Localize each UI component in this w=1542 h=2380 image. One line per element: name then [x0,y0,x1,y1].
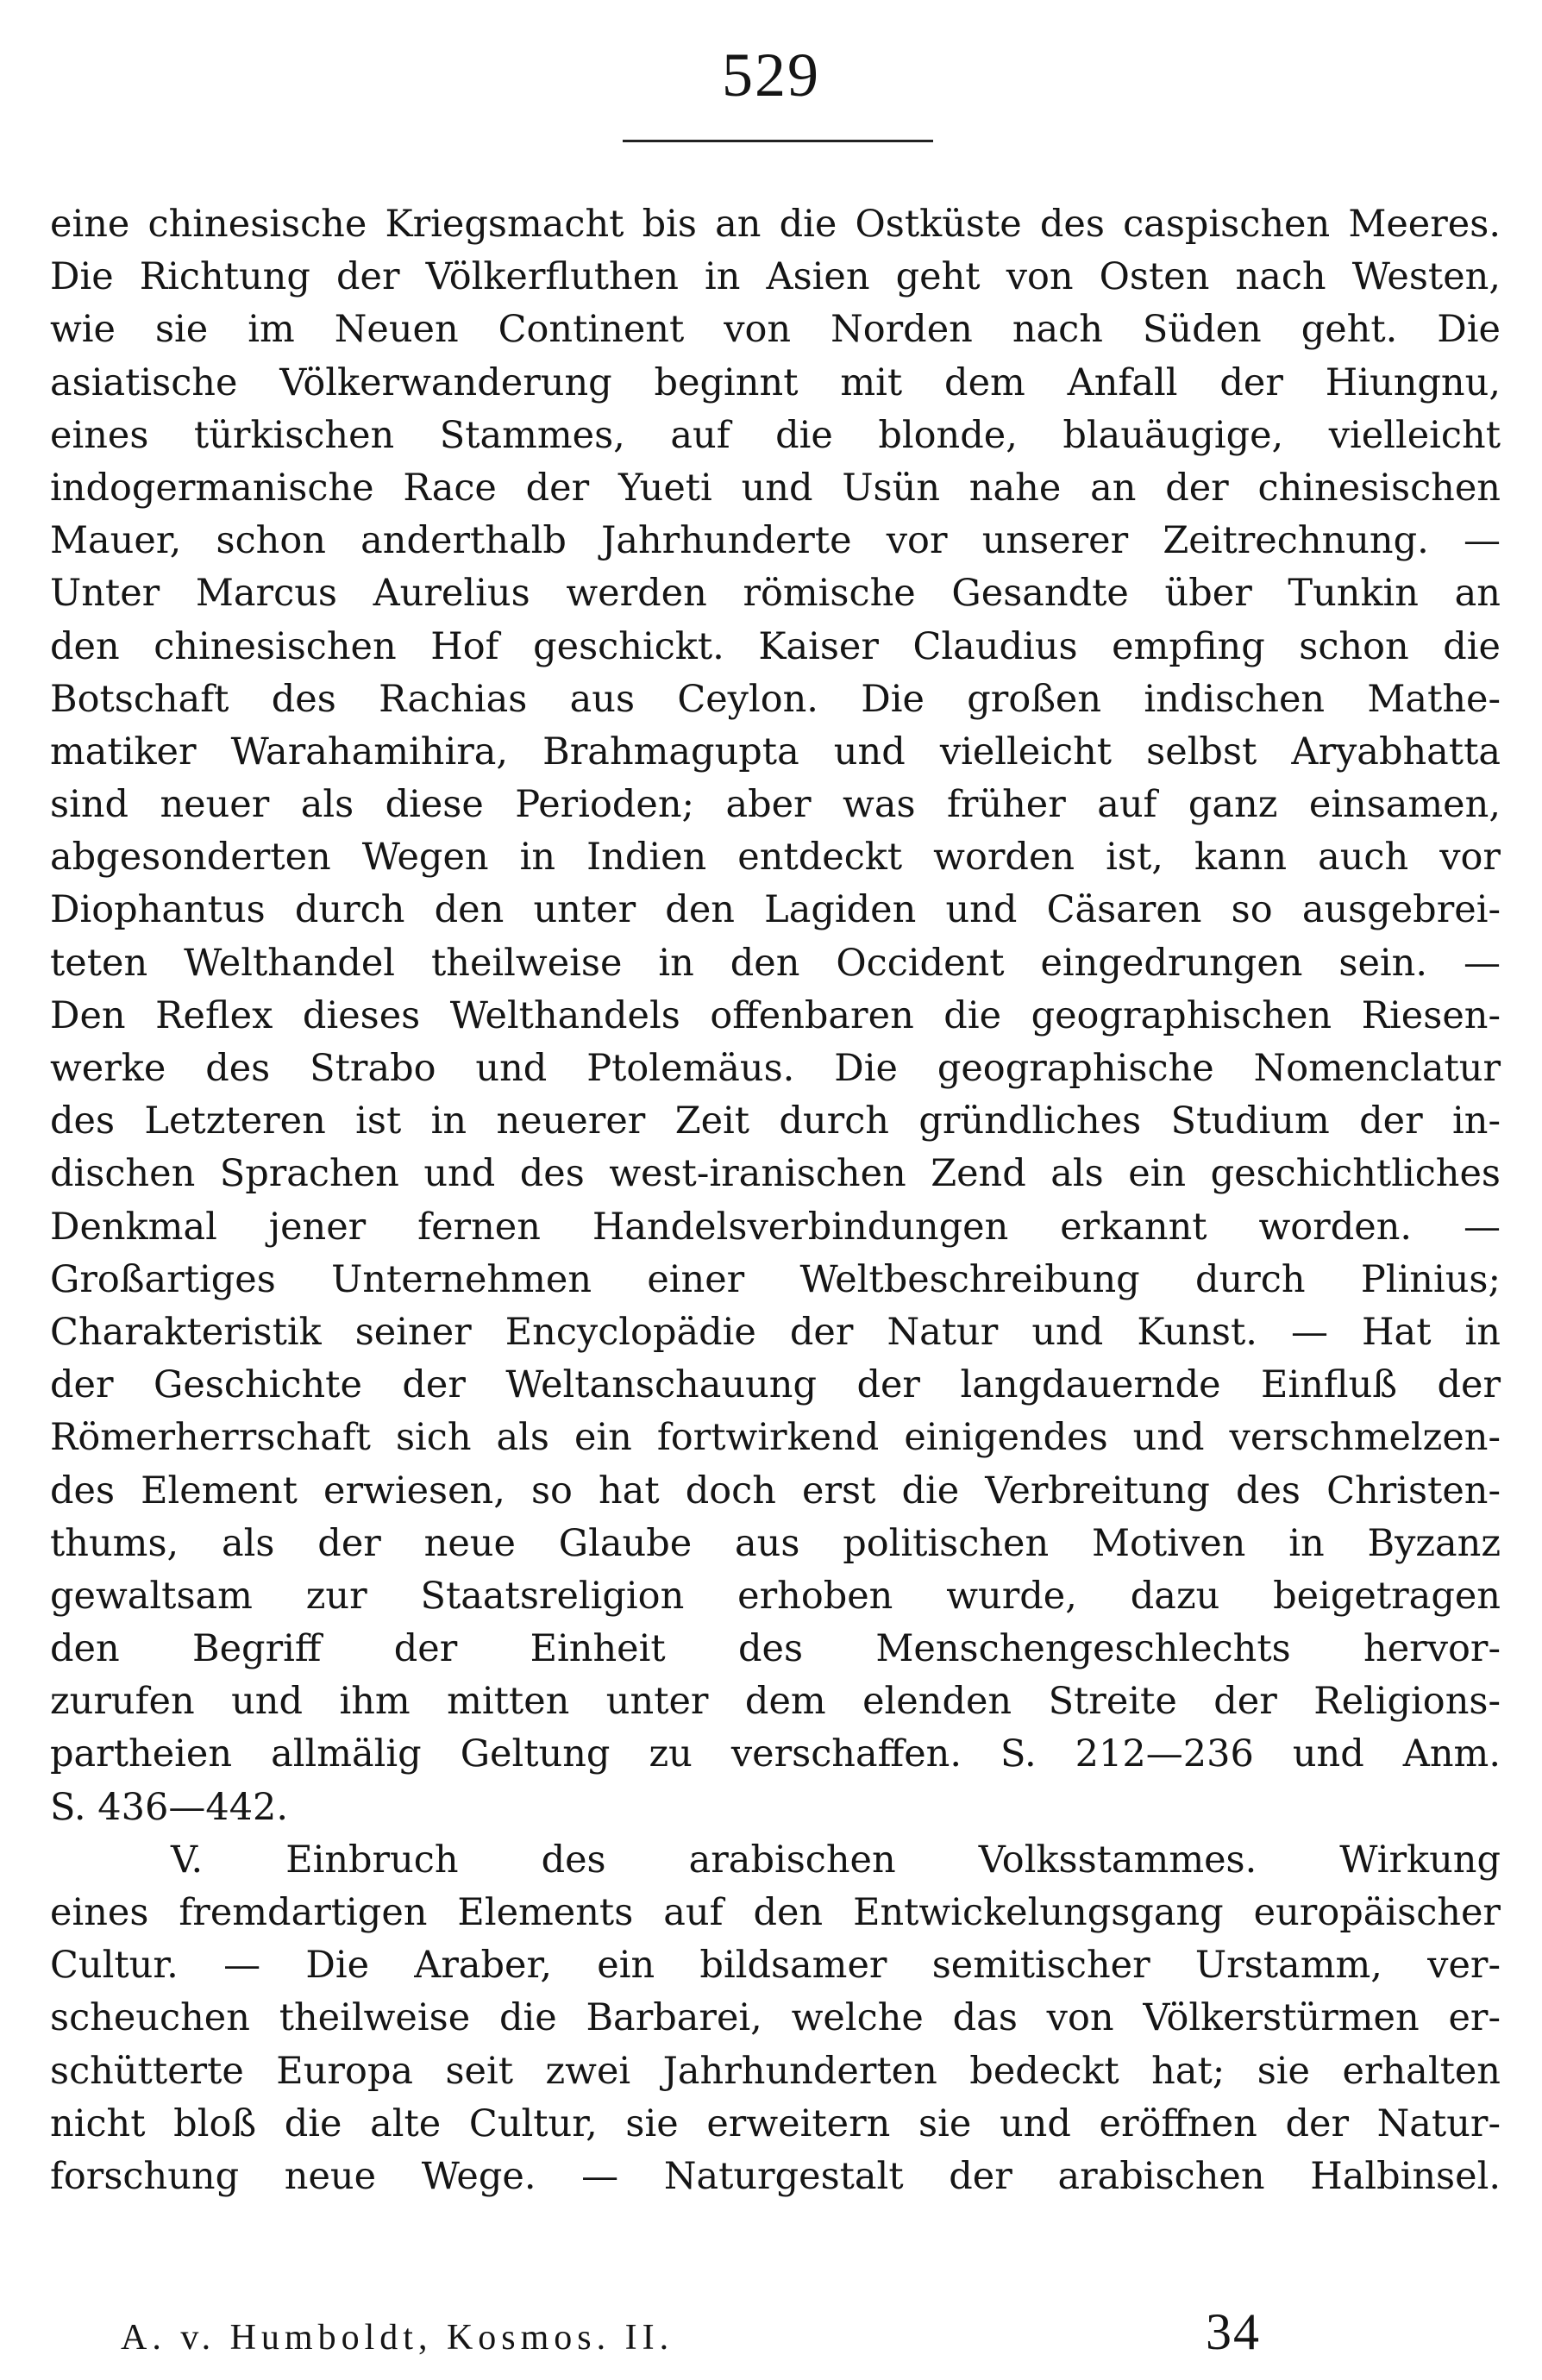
sheet-number: 34 [1206,2303,1261,2360]
text-line: eines fremdartigen Elements auf den Entwickelungsgang europäischer [50,1891,1501,1934]
text-line: des Element erwiesen, so hat doch erst die Verbreitung des Christen- [50,1469,1501,1513]
text-line: nicht bloß die alte Cultur, sie erweitern sie und eröffnen der Natur- [50,2101,1501,2145]
text-line: matiker Warahamihira, Brahmagupta und vielleicht selbst Aryabhatta [50,730,1501,774]
text-line: forschung neue Wege. — Naturgestalt der arabischen Halbinsel. [50,2154,1501,2198]
body-text [50,198,1501,2203]
text-line: zurufen und ihm mitten unter dem elenden Streite der Religions- [50,1680,1501,1724]
text-line: den chinesischen Hof geschickt. Kaiser Claudius empfing schon die [50,624,1501,668]
text-line: werke des Strabo und Ptolemäus. Die geographische Nomenclatur [50,1047,1501,1090]
header-rule [623,140,933,142]
text-line: teten Welthandel theilweise in den Occident eingedrungen sein. — [50,941,1501,985]
text-line: abgesonderten Wegen in Indien entdeckt worden ist, kann auch vor [50,836,1501,880]
text-line: asiatische Völkerwanderung beginnt mit dem Anfall der Hiungnu, [50,360,1501,404]
page-number: 529 [722,41,820,110]
section-heading-line: V. Einbruch des arabischen Volksstammes. Wirkung [171,1838,1501,1882]
text-line: eine chinesische Kriegsmacht bis an die Ostküste des caspischen Meeres. [50,203,1501,246]
text-line: thums, als der neue Glaube aus politischen Motiven in Byzanz [50,1521,1501,1565]
text-line: scheuchen theilweise die Barbarei, welche das von Völkerstürmen er- [50,1996,1501,2040]
text-line: S. 436—442. [50,1785,289,1829]
text-line: den Begriff der Einheit des Menschengeschlechts hervor- [50,1627,1501,1671]
text-line: partheien allmälig Geltung zu verschaffen. S. 212—236 und Anm. [50,1732,1501,1776]
text-line: schütterte Europa seit zwei Jahrhunderten bedeckt hat; sie erhalten [50,2049,1501,2093]
text-line: Botschaft des Rachias aus Ceylon. Die großen indischen Mathe- [50,677,1501,721]
text-line: wie sie im Neuen Continent von Norden nach Süden geht. Die [50,308,1501,352]
text-line: gewaltsam zur Staatsreligion erhoben wurde, dazu beigetragen [50,1574,1501,1618]
text-line: Den Reflex dieses Welthandels offenbaren die geographischen Riesen- [50,993,1501,1037]
page-footer [121,2303,1501,2366]
text-line: Großartiges Unternehmen einer Weltbeschreibung durch Plinius; [50,1257,1501,1301]
text-line: Römerherrschaft sich als ein fortwirkend einigendes und verschmelzen- [50,1416,1501,1460]
text-line: sind neuer als diese Perioden; aber was früher auf ganz einsamen, [50,783,1501,827]
text-line: Unter Marcus Aurelius werden römische Gesandte über Tunkin an [50,572,1501,616]
text-line: Denkmal jener fernen Handelsverbindungen erkannt worden. — [50,1205,1501,1249]
printer-signature: A. v. Humboldt, Kosmos. II. [121,2318,674,2358]
text-line: Mauer, schon anderthalb Jahrhunderte vor unserer Zeitrechnung. — [50,519,1501,563]
text-line: Charakteristik seiner Encyclopädie der Natur und Kunst. — Hat in [50,1310,1501,1354]
text-line: eines türkischen Stammes, auf die blonde, blauäugige, vielleicht [50,413,1501,457]
text-line: des Letzteren ist in neuerer Zeit durch gründliches Studium der in- [50,1099,1501,1143]
text-line: indogermanische Race der Yueti und Usün nahe an der chinesischen [50,466,1501,510]
text-line: Cultur. — Die Araber, ein bildsamer semitischer Urstamm, ver- [50,1944,1501,1988]
text-line: Die Richtung der Völkerfluthen in Asien geht von Osten nach Westen, [50,255,1501,299]
text-line: dischen Sprachen und des west-iranischen Zend als ein geschichtliches [50,1152,1501,1196]
text-line: der Geschichte der Weltanschauung der langdauernde Einfluß der [50,1363,1501,1407]
text-line: Diophantus durch den unter den Lagiden und Cäsaren so ausgebrei- [50,888,1501,932]
